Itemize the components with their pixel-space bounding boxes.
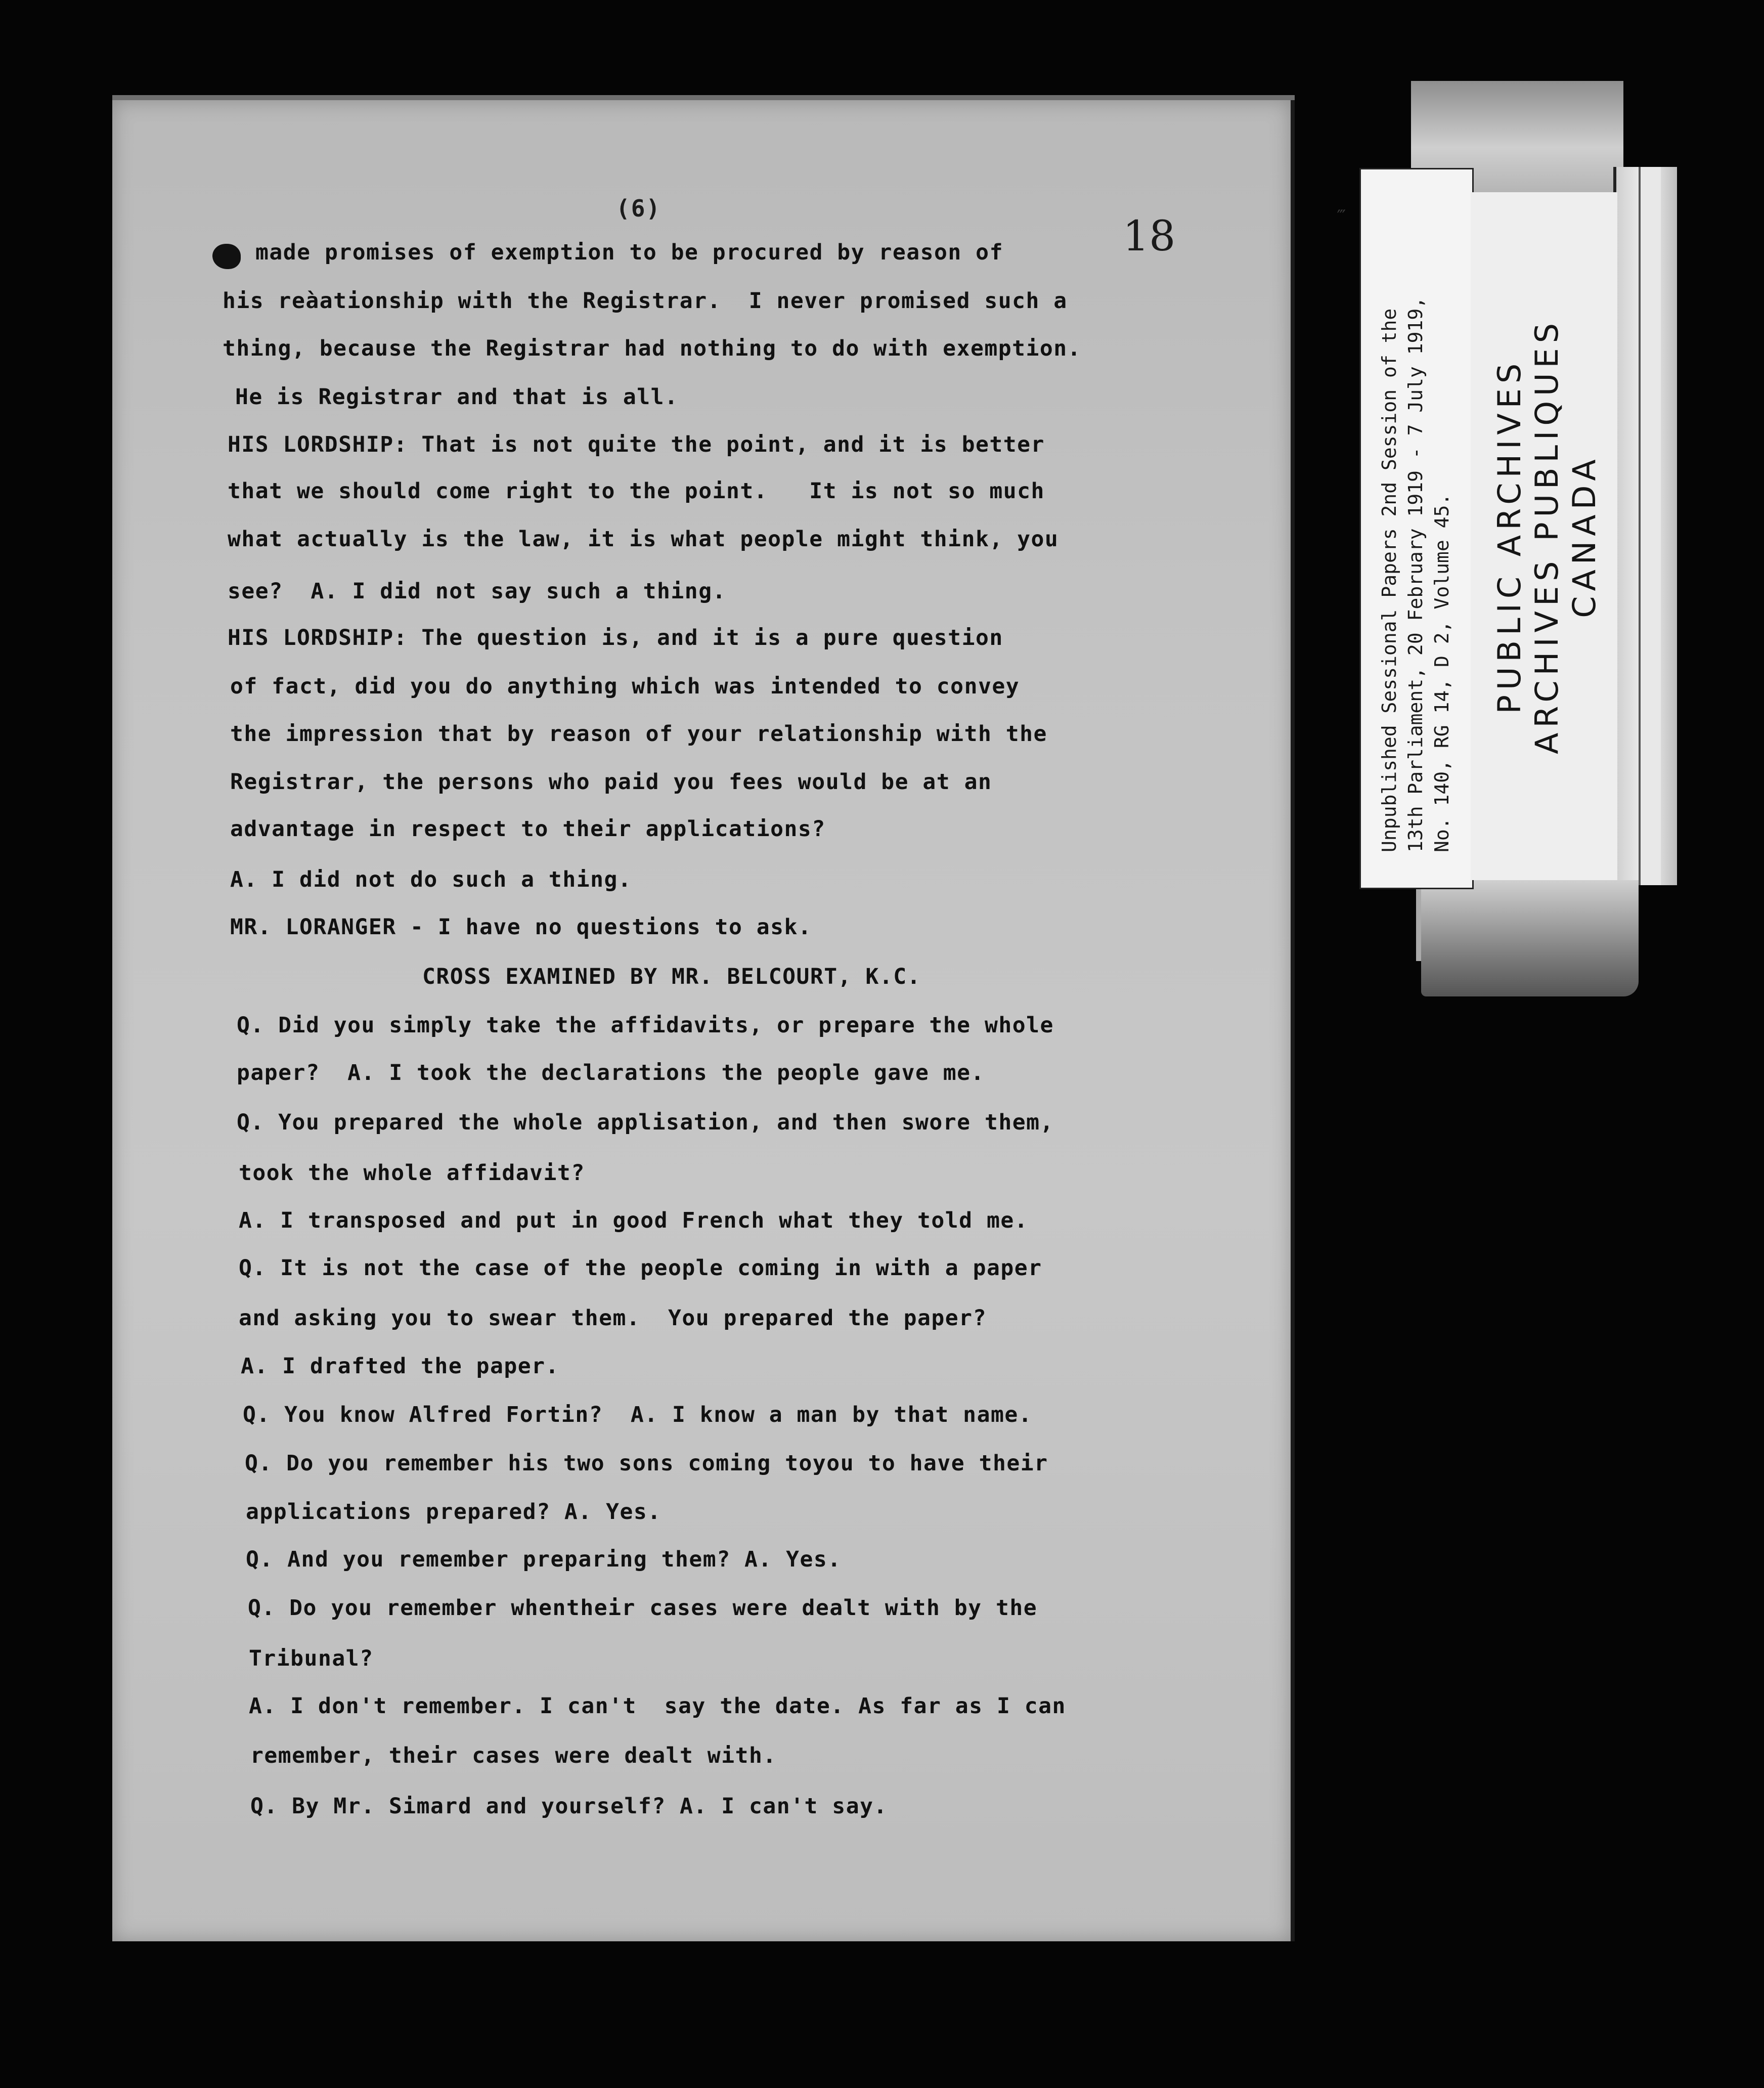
text-line: Q. And you remember preparing them? A. Yes. [246,1547,842,1572]
folio-number: 18 [1123,212,1176,260]
archive-stamp [1471,192,1617,880]
text-line: Q. By Mr. Simard and yourself? A. I can't say. [250,1794,888,1819]
page-number: (6) [616,195,662,222]
text-line: HIS LORDSHIP: The question is, and it is a pure question [228,625,1003,650]
text-line: Q. You prepared the whole applisation, and then swore them, [237,1110,1054,1135]
text-line: MR. LORANGER - I have no questions to ask. [230,915,812,940]
label-line: 13th Parliament, 20 February 1919 - 7 July 1919, [1404,296,1427,852]
text-line: see? A. I did not say such a thing. [228,579,726,604]
corner-mark-icon: ‴ [1336,206,1347,227]
text-line: advantage in respect to their applications? [230,816,826,842]
text-line: Registrar, the persons who paid you fees would be at an [230,769,992,795]
label-line: No. 140, RG 14, D 2, Volume 45. [1431,493,1453,852]
text-line: Q. Do you remember whentheir cases were dealt with by the [248,1595,1038,1621]
archive-folder-bottom-fold [1421,880,1639,996]
text-line: He is Registrar and that is all. [235,384,679,410]
text-line: A. I transposed and put in good French what they told me. [239,1208,1029,1233]
text-line: the impression that by reason of your relationship with the [230,721,1047,747]
text-line: and asking you to swear them. You prepared the paper? [239,1306,987,1331]
archive-folder-side-edge [1639,167,1661,885]
text-line: remember, their cases were dealt with. [250,1743,777,1768]
section-heading: CROSS EXAMINED BY MR. BELCOURT, K.C. [422,964,921,989]
text-line: HIS LORDSHIP: That is not quite the point, and it is better [228,432,1045,457]
text-line: Q. It is not the case of the people coming in with a paper [239,1255,1042,1281]
stamp-line: PUBLIC ARCHIVES [1491,358,1528,714]
stamp-line: ARCHIVES PUBLIQUES [1528,318,1565,755]
text-line: paper? A. I took the declarations the people gave me. [237,1060,985,1085]
text-line: A. I don't remember. I can't say the date. As far as I can [249,1693,1066,1719]
text-line: his reàationship with the Registrar. I never promised such a [223,288,1068,314]
text-line: A. I drafted the paper. [241,1354,559,1379]
text-line: Q. You know Alfred Fortin? A. I know a man by that name. [243,1402,1033,1427]
text-line: Tribunal? [249,1646,374,1671]
text-line: applications prepared? A. Yes. [246,1499,662,1525]
text-line: that we should come right to the point. It is not so much [228,478,1045,504]
text-line: Q. Did you simply take the affidavits, or prepare the whole [237,1013,1054,1038]
label-line: Unpublished Sessional Papers 2nd Session of the [1378,308,1400,852]
text-line: thing, because the Registrar had nothing to do with exemption. [223,336,1082,361]
text-line: took the whole affidavit? [239,1160,585,1186]
text-line: A. I did not do such a thing. [230,867,632,892]
stamp-line: CANADA [1566,454,1603,618]
text-line: Q. Do you remember his two sons coming toyou to have their [245,1451,1048,1476]
text-line: of fact, did you do anything which was intended to convey [230,674,1020,699]
text-line: what actually is the law, it is what people might think, you [228,527,1059,552]
archive-reference-label [1359,168,1474,889]
text-line: made promises of exemption to be procured by reason of [255,240,1003,265]
